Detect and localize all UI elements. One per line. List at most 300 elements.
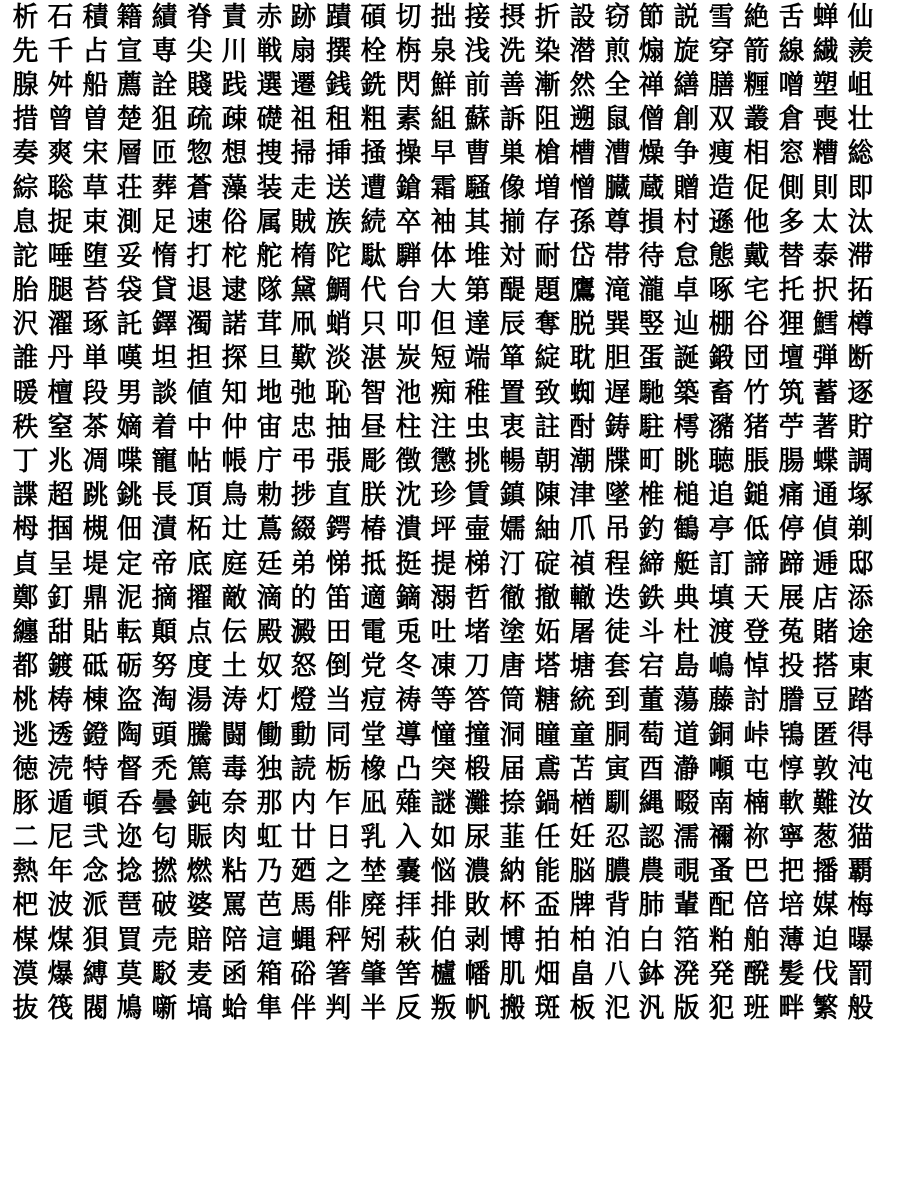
glyph-row [8, 342, 892, 376]
kanji-glyph: 鱈 [812, 309, 839, 341]
kanji-glyph: 祷 [395, 685, 421, 717]
kanji-glyph: 鳩 [116, 993, 143, 1025]
kanji-glyph: 畜 [708, 377, 735, 409]
kanji-glyph: 脱 [569, 309, 595, 341]
kanji-glyph: 然 [569, 69, 595, 101]
kanji-glyph: 班 [743, 993, 769, 1025]
glyph-row [8, 855, 892, 889]
kanji-glyph: 任 [534, 822, 561, 854]
kanji-glyph: 男 [116, 377, 143, 409]
kanji-glyph: 筒 [499, 685, 526, 717]
kanji-glyph: 船 [82, 69, 108, 101]
kanji-glyph: 杜 [673, 616, 700, 648]
kanji-glyph: 寵 [151, 446, 178, 478]
kanji-glyph: 停 [778, 514, 804, 546]
kanji-glyph: 到 [604, 685, 630, 717]
kanji-glyph: 潰 [395, 514, 421, 546]
kanji-glyph: 糖 [534, 685, 561, 717]
kanji-glyph: 胎 [12, 275, 39, 307]
kanji-glyph: 属 [256, 206, 282, 238]
kanji-glyph: 相 [743, 138, 769, 170]
kanji-glyph: 妊 [569, 822, 595, 854]
kanji-glyph: 眺 [673, 446, 700, 478]
glyph-row [8, 137, 892, 171]
kanji-glyph: 渡 [708, 616, 735, 648]
kanji-glyph: 聡 [47, 172, 74, 204]
kanji-glyph: 造 [708, 172, 735, 204]
kanji-glyph: 蚤 [708, 856, 735, 888]
kanji-glyph: 鍍 [47, 651, 74, 683]
kanji-glyph: 抵 [360, 548, 387, 580]
kanji-glyph: 単 [82, 343, 108, 375]
kanji-glyph: 惇 [778, 753, 804, 785]
kanji-glyph: 灯 [256, 685, 282, 717]
glyph-row [8, 239, 892, 273]
kanji-glyph: 設 [569, 1, 595, 33]
kanji-glyph: 沢 [12, 309, 39, 341]
kanji-glyph: 年 [47, 856, 74, 888]
kanji-glyph: 悌 [325, 548, 352, 580]
kanji-glyph: 奪 [534, 309, 561, 341]
glyph-row [8, 274, 892, 308]
kanji-glyph: 措 [12, 104, 39, 136]
kanji-glyph: 楢 [569, 787, 595, 819]
kanji-glyph: 努 [151, 651, 178, 683]
kanji-glyph: 岱 [569, 240, 595, 272]
kanji-glyph: 溺 [430, 582, 456, 614]
kanji-glyph: 滝 [604, 275, 630, 307]
kanji-glyph: 断 [847, 343, 874, 375]
kanji-glyph: 萩 [395, 924, 421, 956]
kanji-glyph: 全 [604, 69, 630, 101]
kanji-glyph: 啄 [708, 275, 735, 307]
glyph-row [8, 68, 892, 102]
kanji-glyph: 替 [778, 240, 804, 272]
kanji-glyph: 雪 [708, 1, 735, 33]
kanji-glyph: 判 [325, 993, 352, 1025]
kanji-glyph: 汰 [847, 206, 874, 238]
glyph-row [8, 957, 892, 991]
kanji-glyph: 尼 [47, 822, 74, 854]
kanji-glyph: 叢 [743, 104, 769, 136]
kanji-glyph: 族 [325, 206, 352, 238]
kanji-glyph: 韮 [499, 822, 526, 854]
kanji-glyph: 猫 [847, 822, 874, 854]
kanji-glyph: 堵 [464, 616, 491, 648]
kanji-glyph: 牌 [569, 890, 595, 922]
kanji-glyph: 播 [812, 856, 839, 888]
kanji-glyph: 瞳 [534, 719, 561, 751]
kanji-glyph: 糎 [743, 69, 769, 101]
kanji-glyph: 栓 [360, 35, 387, 67]
kanji-glyph: 掻 [360, 138, 387, 170]
kanji-glyph: 町 [638, 446, 665, 478]
kanji-glyph: 滞 [847, 240, 874, 272]
kanji-glyph: 汎 [638, 993, 665, 1025]
kanji-glyph: 耐 [534, 240, 561, 272]
kanji-glyph: 巴 [743, 856, 769, 888]
kanji-glyph: 羨 [847, 35, 874, 67]
kanji-glyph: 凸 [395, 753, 421, 785]
kanji-glyph: 鴇 [778, 719, 804, 751]
kanji-glyph: 程 [604, 548, 630, 580]
kanji-glyph: 荘 [116, 172, 143, 204]
kanji-glyph: 屠 [569, 616, 595, 648]
kanji-glyph: 築 [673, 377, 700, 409]
kanji-glyph: 懲 [430, 446, 456, 478]
kanji-glyph: 歎 [290, 343, 317, 375]
kanji-glyph: 嚢 [395, 856, 421, 888]
kanji-glyph: 櫨 [430, 958, 456, 990]
kanji-glyph: 柏 [569, 924, 595, 956]
kanji-glyph: 奈 [221, 787, 247, 819]
kanji-glyph: 窓 [778, 138, 804, 170]
kanji-glyph: 鍔 [325, 514, 352, 546]
kanji-glyph: 統 [569, 685, 595, 717]
kanji-glyph: 弔 [290, 446, 317, 478]
kanji-glyph: 那 [256, 787, 282, 819]
kanji-glyph: 掴 [47, 514, 74, 546]
kanji-glyph: 南 [708, 787, 735, 819]
kanji-glyph: 塑 [812, 69, 839, 101]
kanji-glyph: 冬 [395, 651, 421, 683]
kanji-glyph: 繕 [673, 69, 700, 101]
kanji-glyph: 培 [778, 890, 804, 922]
kanji-glyph: 徹 [499, 582, 526, 614]
kanji-glyph: 増 [534, 172, 561, 204]
kanji-glyph: 槌 [673, 480, 700, 512]
kanji-glyph: 禅 [638, 69, 665, 101]
kanji-glyph: 喪 [812, 104, 839, 136]
kanji-glyph: 紬 [534, 514, 561, 546]
kanji-glyph: 島 [673, 651, 700, 683]
kanji-glyph: 砥 [82, 651, 108, 683]
kanji-glyph: 破 [151, 890, 178, 922]
kanji-glyph: 唐 [499, 651, 526, 683]
kanji-glyph: 卓 [673, 275, 700, 307]
kanji-glyph: 卒 [395, 206, 421, 238]
kanji-glyph: 低 [743, 514, 769, 546]
kanji-glyph: 二 [12, 822, 39, 854]
kanji-glyph: 蔦 [256, 514, 282, 546]
kanji-glyph: 廷 [256, 548, 282, 580]
kanji-glyph: 彫 [360, 446, 387, 478]
kanji-glyph: 曹 [464, 138, 491, 170]
kanji-glyph: 遡 [569, 104, 595, 136]
kanji-glyph: 績 [151, 1, 178, 33]
glyph-row [8, 752, 892, 786]
kanji-glyph: 帳 [221, 446, 247, 478]
kanji-glyph: 展 [778, 582, 804, 614]
kanji-glyph: 粗 [360, 104, 387, 136]
kanji-glyph: 組 [430, 104, 456, 136]
kanji-glyph: 宕 [638, 651, 665, 683]
kanji-glyph: 泰 [812, 240, 839, 272]
kanji-glyph: 天 [743, 582, 769, 614]
kanji-glyph: 読 [290, 753, 317, 785]
kanji-glyph: 其 [464, 206, 491, 238]
kanji-glyph: 対 [499, 240, 526, 272]
kanji-glyph: 廃 [360, 890, 387, 922]
kanji-glyph: 認 [638, 822, 665, 854]
kanji-glyph: 爆 [47, 958, 74, 990]
kanji-glyph: 潜 [569, 35, 595, 67]
kanji-glyph: 箭 [743, 35, 769, 67]
kanji-glyph: 墜 [604, 480, 630, 512]
kanji-glyph: 旋 [673, 35, 700, 67]
kanji-glyph: 惰 [151, 240, 178, 272]
kanji-glyph: 遷 [290, 69, 317, 101]
kanji-glyph: 這 [256, 924, 282, 956]
kanji-glyph: 扇 [290, 35, 317, 67]
kanji-glyph: 日 [325, 822, 352, 854]
kanji-glyph: 畠 [569, 958, 595, 990]
glyph-row [8, 513, 892, 547]
kanji-glyph: 髪 [778, 958, 804, 990]
kanji-glyph: 蔵 [638, 172, 665, 204]
kanji-glyph: 積 [82, 1, 108, 33]
kanji-glyph: 豚 [12, 787, 39, 819]
kanji-glyph: 塔 [534, 651, 561, 683]
kanji-glyph: 草 [82, 172, 108, 204]
kanji-glyph: 橡 [360, 753, 387, 785]
kanji-glyph: 度 [186, 651, 213, 683]
kanji-glyph: 抜 [12, 993, 39, 1025]
kanji-glyph: 沌 [847, 753, 874, 785]
kanji-glyph: 体 [430, 240, 456, 272]
kanji-glyph: 箱 [256, 958, 282, 990]
kanji-glyph: 悩 [430, 856, 456, 888]
kanji-glyph: 菟 [778, 616, 804, 648]
kanji-glyph: 匿 [812, 719, 839, 751]
kanji-glyph: 膳 [708, 69, 735, 101]
kanji-glyph: 独 [256, 753, 282, 785]
glyph-row [8, 991, 892, 1025]
kanji-glyph: 配 [708, 890, 735, 922]
kanji-glyph: 穿 [708, 35, 735, 67]
glyph-row [8, 205, 892, 239]
kanji-glyph: 虫 [464, 411, 491, 443]
kanji-glyph: 媒 [812, 890, 839, 922]
kanji-glyph: 知 [221, 377, 247, 409]
kanji-glyph: 祖 [290, 104, 317, 136]
kanji-glyph: 竹 [743, 377, 769, 409]
kanji-glyph: 峠 [743, 719, 769, 751]
kanji-glyph: 沈 [395, 480, 421, 512]
kanji-glyph: 拙 [430, 1, 456, 33]
kanji-glyph: 湯 [186, 685, 213, 717]
kanji-glyph: 顛 [151, 616, 178, 648]
kanji-glyph: 痴 [430, 377, 456, 409]
kanji-glyph: 鏑 [395, 582, 421, 614]
kanji-glyph: 謎 [430, 787, 456, 819]
kanji-glyph: 陶 [116, 719, 143, 751]
kanji-glyph: 艇 [673, 548, 700, 580]
kanji-glyph: 八 [604, 958, 630, 990]
kanji-glyph: 只 [360, 309, 387, 341]
kanji-glyph: 登 [743, 616, 769, 648]
kanji-glyph: 釣 [638, 514, 665, 546]
kanji-glyph: 遁 [47, 787, 74, 819]
kanji-glyph: 徒 [604, 616, 630, 648]
kanji-glyph: 叛 [430, 993, 456, 1025]
kanji-glyph: 台 [395, 275, 421, 307]
kanji-glyph: 待 [638, 240, 665, 272]
kanji-glyph: 漬 [151, 514, 178, 546]
kanji-glyph: 爽 [47, 138, 74, 170]
kanji-glyph: 勅 [256, 480, 282, 512]
kanji-glyph: 宣 [116, 35, 143, 67]
kanji-glyph: 存 [534, 206, 561, 238]
kanji-glyph: 宙 [256, 411, 282, 443]
kanji-glyph: 折 [534, 1, 561, 33]
kanji-glyph: 訴 [499, 104, 526, 136]
kanji-glyph: 半 [360, 993, 387, 1025]
kanji-glyph: 鐙 [82, 719, 108, 751]
kanji-glyph: 迫 [812, 924, 839, 956]
kanji-glyph: 択 [812, 275, 839, 307]
kanji-glyph: 途 [847, 616, 874, 648]
kanji-glyph: 絶 [743, 1, 769, 33]
kanji-glyph: 禎 [569, 548, 595, 580]
kanji-glyph: 尖 [186, 35, 213, 67]
kanji-glyph: 東 [847, 651, 874, 683]
kanji-glyph: 伝 [221, 616, 247, 648]
kanji-glyph: 盗 [116, 685, 143, 717]
kanji-glyph: 黛 [290, 275, 317, 307]
kanji-glyph: 諾 [221, 309, 247, 341]
kanji-glyph: 莫 [116, 958, 143, 990]
kanji-glyph: 爪 [569, 514, 595, 546]
kanji-glyph: 聴 [708, 446, 735, 478]
kanji-glyph: 同 [325, 719, 352, 751]
kanji-glyph: 滴 [256, 582, 282, 614]
kanji-glyph: 代 [360, 275, 387, 307]
kanji-glyph: 涛 [221, 685, 247, 717]
kanji-glyph: 曝 [847, 924, 874, 956]
kanji-glyph: 逐 [847, 377, 874, 409]
kanji-glyph: 速 [186, 206, 213, 238]
kanji-glyph: 騨 [395, 240, 421, 272]
kanji-glyph: 赤 [256, 1, 282, 33]
kanji-glyph: 噺 [151, 993, 178, 1025]
kanji-glyph: 遅 [604, 377, 630, 409]
kanji-glyph: 禿 [151, 753, 178, 785]
kanji-glyph: 殿 [256, 616, 282, 648]
kanji-glyph: 柱 [395, 411, 421, 443]
kanji-glyph: 諦 [743, 548, 769, 580]
kanji-glyph: 長 [151, 480, 178, 512]
kanji-glyph: 占 [82, 35, 108, 67]
kanji-glyph: 椴 [464, 753, 491, 785]
glyph-row [8, 171, 892, 205]
kanji-glyph: 店 [812, 582, 839, 614]
kanji-glyph: 凍 [430, 651, 456, 683]
kanji-glyph: 蒼 [186, 172, 213, 204]
kanji-glyph: 想 [221, 138, 247, 170]
kanji-glyph: 樗 [673, 411, 700, 443]
kanji-glyph: 笛 [325, 582, 352, 614]
kanji-glyph: 邸 [847, 548, 874, 580]
kanji-glyph: 汀 [499, 548, 526, 580]
kanji-glyph: 息 [12, 206, 39, 238]
kanji-glyph: 督 [116, 753, 143, 785]
kanji-glyph: 能 [534, 856, 561, 888]
kanji-glyph: 舶 [743, 924, 769, 956]
kanji-glyph: 託 [116, 309, 143, 341]
kanji-glyph: 党 [360, 651, 387, 683]
kanji-glyph: 売 [151, 924, 178, 956]
kanji-glyph: 題 [534, 275, 561, 307]
kanji-glyph: 淡 [325, 343, 352, 375]
kanji-glyph: 漸 [534, 69, 561, 101]
kanji-glyph: 栴 [395, 35, 421, 67]
kanji-glyph: 貯 [847, 411, 874, 443]
kanji-glyph: 孫 [569, 206, 595, 238]
kanji-glyph: 泊 [604, 924, 630, 956]
kanji-glyph: 第 [464, 275, 491, 307]
kanji-glyph: 秩 [12, 411, 39, 443]
kanji-glyph: 套 [604, 651, 630, 683]
kanji-glyph: 担 [186, 343, 213, 375]
kanji-glyph: 壷 [464, 514, 491, 546]
kanji-glyph: 得 [847, 719, 874, 751]
kanji-glyph: 倒 [325, 651, 352, 683]
kanji-glyph: 繊 [812, 35, 839, 67]
kanji-glyph: 摘 [151, 582, 178, 614]
kanji-glyph: 銑 [360, 69, 387, 101]
kanji-glyph: 醍 [499, 275, 526, 307]
kanji-glyph: 創 [673, 104, 700, 136]
kanji-glyph: 典 [673, 582, 700, 614]
kanji-glyph: 多 [778, 206, 804, 238]
kanji-glyph: 打 [186, 240, 213, 272]
kanji-glyph: 池 [395, 377, 421, 409]
glyph-row [8, 650, 892, 684]
kanji-glyph: 呑 [116, 787, 143, 819]
kanji-glyph: 如 [430, 822, 456, 854]
kanji-glyph: 釘 [47, 582, 74, 614]
kanji-glyph: 反 [395, 993, 421, 1025]
kanji-glyph: 幡 [464, 958, 491, 990]
kanji-glyph: 切 [395, 1, 421, 33]
kanji-glyph: 辿 [673, 309, 700, 341]
kanji-glyph: 内 [290, 787, 317, 819]
kanji-glyph: 頭 [151, 719, 178, 751]
kanji-glyph: 膿 [604, 856, 630, 888]
kanji-glyph: 謄 [778, 685, 804, 717]
kanji-glyph: 濁 [186, 309, 213, 341]
kanji-glyph: 層 [116, 138, 143, 170]
kanji-glyph: 廼 [290, 856, 317, 888]
kanji-glyph: 曾 [47, 104, 74, 136]
kanji-glyph: 前 [464, 69, 491, 101]
kanji-glyph: 訂 [708, 548, 735, 580]
kanji-glyph: 怒 [290, 651, 317, 683]
kanji-glyph: 挑 [464, 446, 491, 478]
kanji-glyph: 楠 [743, 787, 769, 819]
kanji-glyph: 呈 [47, 548, 74, 580]
kanji-glyph: 超 [47, 480, 74, 512]
kanji-glyph: 白 [638, 924, 665, 956]
kanji-glyph: 貞 [12, 548, 39, 580]
kanji-glyph: 筏 [47, 993, 74, 1025]
glyph-row [8, 684, 892, 718]
kanji-glyph: 槍 [534, 138, 561, 170]
kanji-glyph: 析 [12, 1, 39, 33]
kanji-glyph: 石 [47, 1, 74, 33]
kanji-glyph: 田 [325, 616, 352, 648]
